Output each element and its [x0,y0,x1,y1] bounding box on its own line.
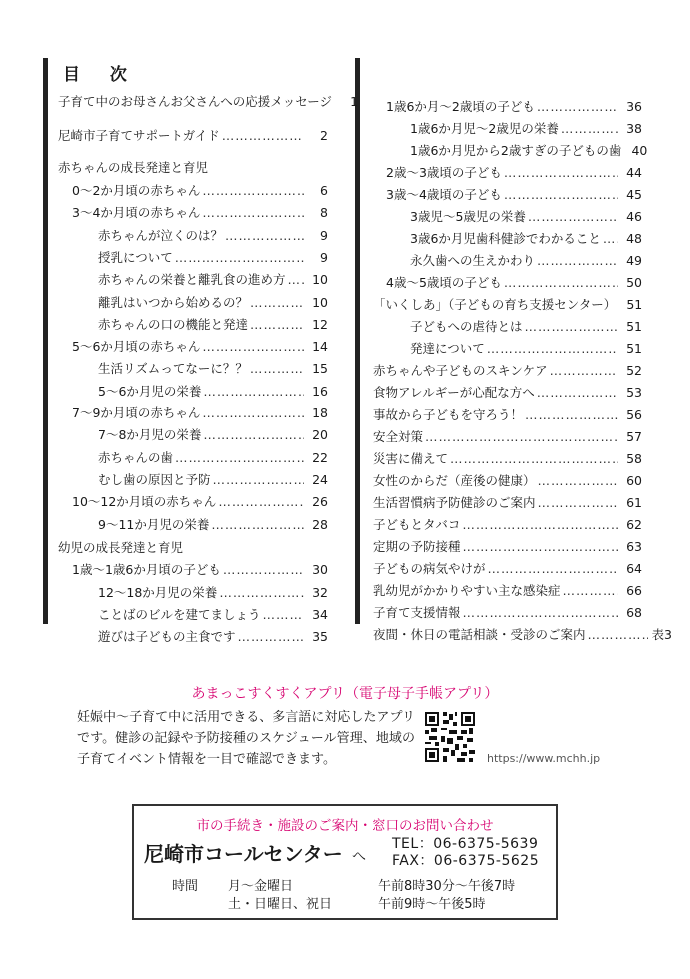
toc-entry-title: むし歯の原因と予防 [98,472,211,487]
toc-leader-dots [225,228,304,243]
toc-entry-title: 4歳～5歳頃の子ども [386,275,502,290]
toc-leader-dots [223,562,304,577]
toc-entry[interactable] [410,317,642,335]
toc-entry-title: 12～18か月児の栄養 [98,585,218,600]
toc-leader-dots [213,472,304,487]
weekend-label: 土・日曜日、祝日 [228,897,333,912]
toc-leader-dots [202,183,304,198]
toc-entry-title: 食物アレルギーが心配な方へ [373,385,535,400]
toc-entry[interactable] [373,603,642,621]
toc-entry-title: 赤ちゃんや子どものスキンケア [373,363,548,378]
toc-entry[interactable] [98,315,328,333]
toc-entry[interactable] [410,229,642,247]
toc-entry-title: 子育て中のお母さんお父さんへの応援メッセージ [58,94,333,109]
toc-leader-dots [561,121,618,136]
toc-page-number: 52 [626,363,642,378]
toc-leader-dots [603,231,618,246]
contact-numbers [392,836,539,870]
toc-entry-title: 赤ちゃんの栄養と離乳食の進め方 [98,272,286,287]
toc-page-number: 35 [312,629,328,644]
toc-leader-dots [487,341,618,356]
toc-page-number: 40 [631,143,648,158]
contact-box [132,804,558,920]
toc-page-number: 表3 [651,627,672,642]
left-column-bar [43,58,48,624]
hours-label: 時間 [172,879,199,894]
toc-leader-dots [525,407,618,422]
toc-entry-title: 2歳～3歳頃の子ども [386,165,502,180]
toc-entry[interactable] [72,181,328,199]
left-section-heading: 赤ちゃんの成長発達と育児 [58,160,209,175]
toc-page-number: 48 [626,231,642,246]
toc-entry[interactable] [72,560,328,578]
toc-entry-title: 1歳6か月児～2歳児の栄養 [410,121,559,136]
toc-page-number: 38 [626,121,642,136]
fax-number: FAX：06-6375-5625 [392,853,540,869]
toc-entry[interactable] [98,583,328,601]
toc-page-number: 9 [320,228,328,243]
toc-leader-dots [202,205,304,220]
call-center-he: へ [352,849,366,865]
toc-entry[interactable] [98,627,328,645]
toc-page-number: 68 [626,605,642,620]
toc-entry-title: 赤ちゃんの口の機能と発達 [98,317,249,332]
toc-entry-title: 定期の予防接種 [373,539,461,554]
toc-entry-title: 赤ちゃんが泣くのは？ [98,228,224,243]
toc-entry[interactable] [72,203,328,221]
toc-page-number: 12 [312,317,328,332]
toc-entry[interactable] [386,163,642,181]
toc-leader-dots [218,494,304,509]
contact-title: 市の手続き・施設のご案内・窓口のお問い合わせ [196,818,494,834]
toc-entry-title: 遊びは子どもの主食です [98,629,236,644]
toc-entry-title: 生活リズムってなーに？？ [98,361,248,376]
toc-entry-title: 3歳児～5歳児の栄養 [410,209,526,224]
toc-entry-title: 子どもへの虐待とは [410,319,523,334]
toc-entry-title: 災害に備えて [373,451,449,466]
toc-entry[interactable] [373,493,642,511]
toc-entry-title: 夜間・休日の電話相談・受診のご案内 [373,627,586,642]
right-column-bar [355,58,360,624]
toc-entry[interactable] [72,403,328,421]
toc-leader-dots [462,517,618,532]
toc-entry[interactable] [373,537,642,555]
toc-entry[interactable] [58,126,328,144]
toc-entry[interactable] [386,185,642,203]
qr-code-icon[interactable] [425,712,475,762]
toc-entry-title: 1歳6か月～2歳頃の子ども [386,99,535,114]
toc-page-number: 44 [626,165,642,180]
toc-entry[interactable] [98,293,328,311]
toc-page-number: 62 [626,517,642,532]
toc-leader-dots [488,561,618,576]
toc-entry-title: 「いくしあ」（子どもの育ち支援センター） [373,297,617,312]
toc-page-number: 2 [320,128,328,143]
toc-leader-dots [463,605,618,620]
toc-entry-title: 子どもの病気やけが [373,561,486,576]
app-url-link[interactable]: https://www.mchh.jp [487,752,601,765]
toc-entry-title: 子育て支援情報 [373,605,461,620]
toc-page-number: 14 [312,339,328,354]
toc-page-number: 50 [626,275,642,290]
toc-page-number: 16 [312,384,328,399]
toc-entry-title: 生活習慣病予防健診のご案内 [373,495,536,510]
toc-entry[interactable] [58,92,359,110]
toc-entry-title: 1歳～1歳6か月頃の子ども [72,562,221,577]
office-hours [172,878,515,914]
toc-leader-dots [525,319,618,334]
toc-page-number: 49 [626,253,642,268]
toc-page-number: 15 [312,361,328,376]
toc-entry[interactable] [373,449,642,467]
toc-leader-dots [504,187,618,202]
toc-page-number: 58 [626,451,642,466]
toc-page-number: 32 [312,585,328,600]
toc-leader-dots [238,629,304,644]
toc-leader-dots [537,99,618,114]
toc-page-number: 64 [626,561,642,576]
toc-leader-dots [538,473,618,488]
toc-page-number: 10 [312,272,328,287]
toc-entry[interactable] [410,141,648,159]
toc-leader-dots [528,209,618,224]
toc-entry-title: 乳幼児がかかりやすい主な感染症 [373,583,561,598]
toc-entry-title: 3歳6か月児歯科健診でわかること [410,231,601,246]
toc-entry[interactable] [98,470,328,488]
toc-page-number: 57 [626,429,642,444]
toc-entry-title: 安全対策 [373,429,424,444]
toc-leader-dots [202,405,304,420]
toc-leader-dots [504,275,618,290]
toc-leader-dots [463,539,618,554]
toc-leader-dots [563,583,618,598]
weekday-hours: 午前8時30分～午後7時 [378,879,516,894]
toc-leader-dots [175,450,304,465]
toc-leader-dots [250,317,304,332]
toc-entry-title: 女性のからだ（産後の健康） [373,473,536,488]
toc-leader-dots [175,250,304,265]
toc-page-number: 26 [312,494,328,509]
app-description: 妊娠中～子育て中に活用できる、多言語に対応したアプリです。健診の記録や予防接種のスケジュール管理、地域の子育てイベント情報を一目で確認できます。 [77,710,415,767]
toc-leader-dots [504,165,618,180]
toc-page-number: 51 [626,319,642,334]
toc-entry[interactable] [410,119,642,137]
toc-entry[interactable] [373,515,642,533]
toc-page-number: 53 [626,385,642,400]
toc-entry[interactable] [98,605,328,623]
toc-entry-title: 赤ちゃんの歯 [98,450,174,465]
toc-entry-title: 0～2か月頃の赤ちゃん [72,183,201,198]
toc-leader-dots [222,128,304,143]
toc-page-number: 36 [626,99,642,114]
toc-entry-title: 7～8か月児の栄養 [98,427,202,442]
toc-leader-dots [550,363,618,378]
toc-entry-title: 7～9か月頃の赤ちゃん [72,405,201,420]
toc-entry-title: 子どもとタバコ [373,517,461,532]
toc-entry[interactable] [98,270,328,288]
toc-leader-dots [288,272,304,287]
toc-entry[interactable] [98,248,328,266]
toc-leader-dots [219,585,304,600]
toc-entry[interactable] [98,448,328,466]
toc-page-number: 61 [626,495,642,510]
call-center-name: 尼崎市コールセンター [144,842,343,866]
toc-page-number: 28 [312,517,328,532]
toc-leader-dots [202,339,304,354]
toc-leader-dots [588,627,648,642]
tel-number[interactable]: TEL：06-6375-5639 [392,836,539,852]
toc-entry[interactable] [373,295,642,313]
app-title: あまっこすくすくアプリ（電子母子手帳アプリ） [191,686,499,702]
toc-entry[interactable] [98,515,328,533]
toc-page-number: 10 [312,295,328,310]
toc-page-number: 51 [626,341,642,356]
toc-page-number: 20 [312,427,328,442]
toc-leader-dots [263,607,304,622]
toc-leader-dots [211,517,304,532]
toc-entry[interactable] [98,382,328,400]
toc-entry[interactable] [373,471,642,489]
toc-leader-dots [203,384,304,399]
toc-entry-title: 授乳について [98,250,173,265]
toc-page-number: 6 [320,183,328,198]
toc-entry[interactable] [373,427,642,445]
toc-entry-title: 9～11か月児の栄養 [98,517,210,532]
toc-page-number: 18 [312,405,328,420]
toc-page-number: 60 [626,473,642,488]
toc-entry-title: 発達について [410,341,485,356]
toc-page-number: 34 [312,607,328,622]
toc-entry[interactable] [410,207,642,225]
toc-entry[interactable] [373,361,642,379]
toc-leader-dots [425,429,618,444]
toc-page-number: 24 [312,472,328,487]
weekday-label: 月～金曜日 [228,879,294,894]
toc-entry[interactable] [373,581,642,599]
toc-page-number: 45 [626,187,642,202]
toc-entry-title: 永久歯への生えかわり [410,253,536,268]
toc-page-number: 63 [626,539,642,554]
toc-page-number: 8 [320,205,328,220]
toc-entry[interactable] [373,625,672,643]
toc-title: 目 次 [63,65,139,85]
toc-page-number: 46 [626,209,642,224]
toc-entry-title: 離乳はいつから始めるの？ [98,295,249,310]
toc-page-number: 30 [312,562,328,577]
weekend-hours: 午前9時～午後5時 [378,897,486,912]
toc-entry-title: ことばのビルを建てましょう [98,607,261,622]
toc-leader-dots [537,253,618,268]
toc-entry[interactable] [386,273,642,291]
toc-entry-title: 5～6か月頃の赤ちゃん [72,339,201,354]
toc-entry-title: 尼崎市子育てサポートガイド [58,128,220,143]
toc-entry[interactable] [72,337,328,355]
toc-entry[interactable] [373,405,642,423]
toc-page-number: 1 [350,94,359,109]
toc-page-number: 9 [320,250,328,265]
toc-leader-dots [450,451,618,466]
toc-entry[interactable] [98,425,328,443]
toc-entry[interactable] [386,97,642,115]
toc-entry-title: 3～4か月頃の赤ちゃん [72,205,201,220]
toc-entry[interactable] [373,559,642,577]
left-section-heading: 幼児の成長発達と育児 [58,540,184,555]
toc-page-number: 22 [312,450,328,465]
toc-entry-title: 1歳6か月児から2歳すぎの子どもの歯 [410,143,622,158]
toc-entry[interactable] [410,251,642,269]
toc-entry[interactable] [410,339,642,357]
toc-page-number: 66 [626,583,642,598]
toc-leader-dots [203,427,304,442]
toc-entry-title: 事故から子どもを守ろう！ [373,407,524,422]
toc-entry-title: 3歳～4歳頃の子ども [386,187,502,202]
toc-entry[interactable] [373,383,642,401]
toc-page-number: 56 [626,407,642,422]
toc-entry-title: 5～6か月児の栄養 [98,384,202,399]
toc-leader-dots [250,295,304,310]
toc-entry[interactable] [98,359,328,377]
toc-leader-dots [537,385,618,400]
toc-entry[interactable] [98,226,328,244]
toc-page-number: 51 [626,297,643,312]
toc-entry[interactable] [72,492,328,510]
toc-leader-dots [538,495,618,510]
toc-entry-title: 10～12か月頃の赤ちゃん [72,494,217,509]
toc-leader-dots [250,361,304,376]
